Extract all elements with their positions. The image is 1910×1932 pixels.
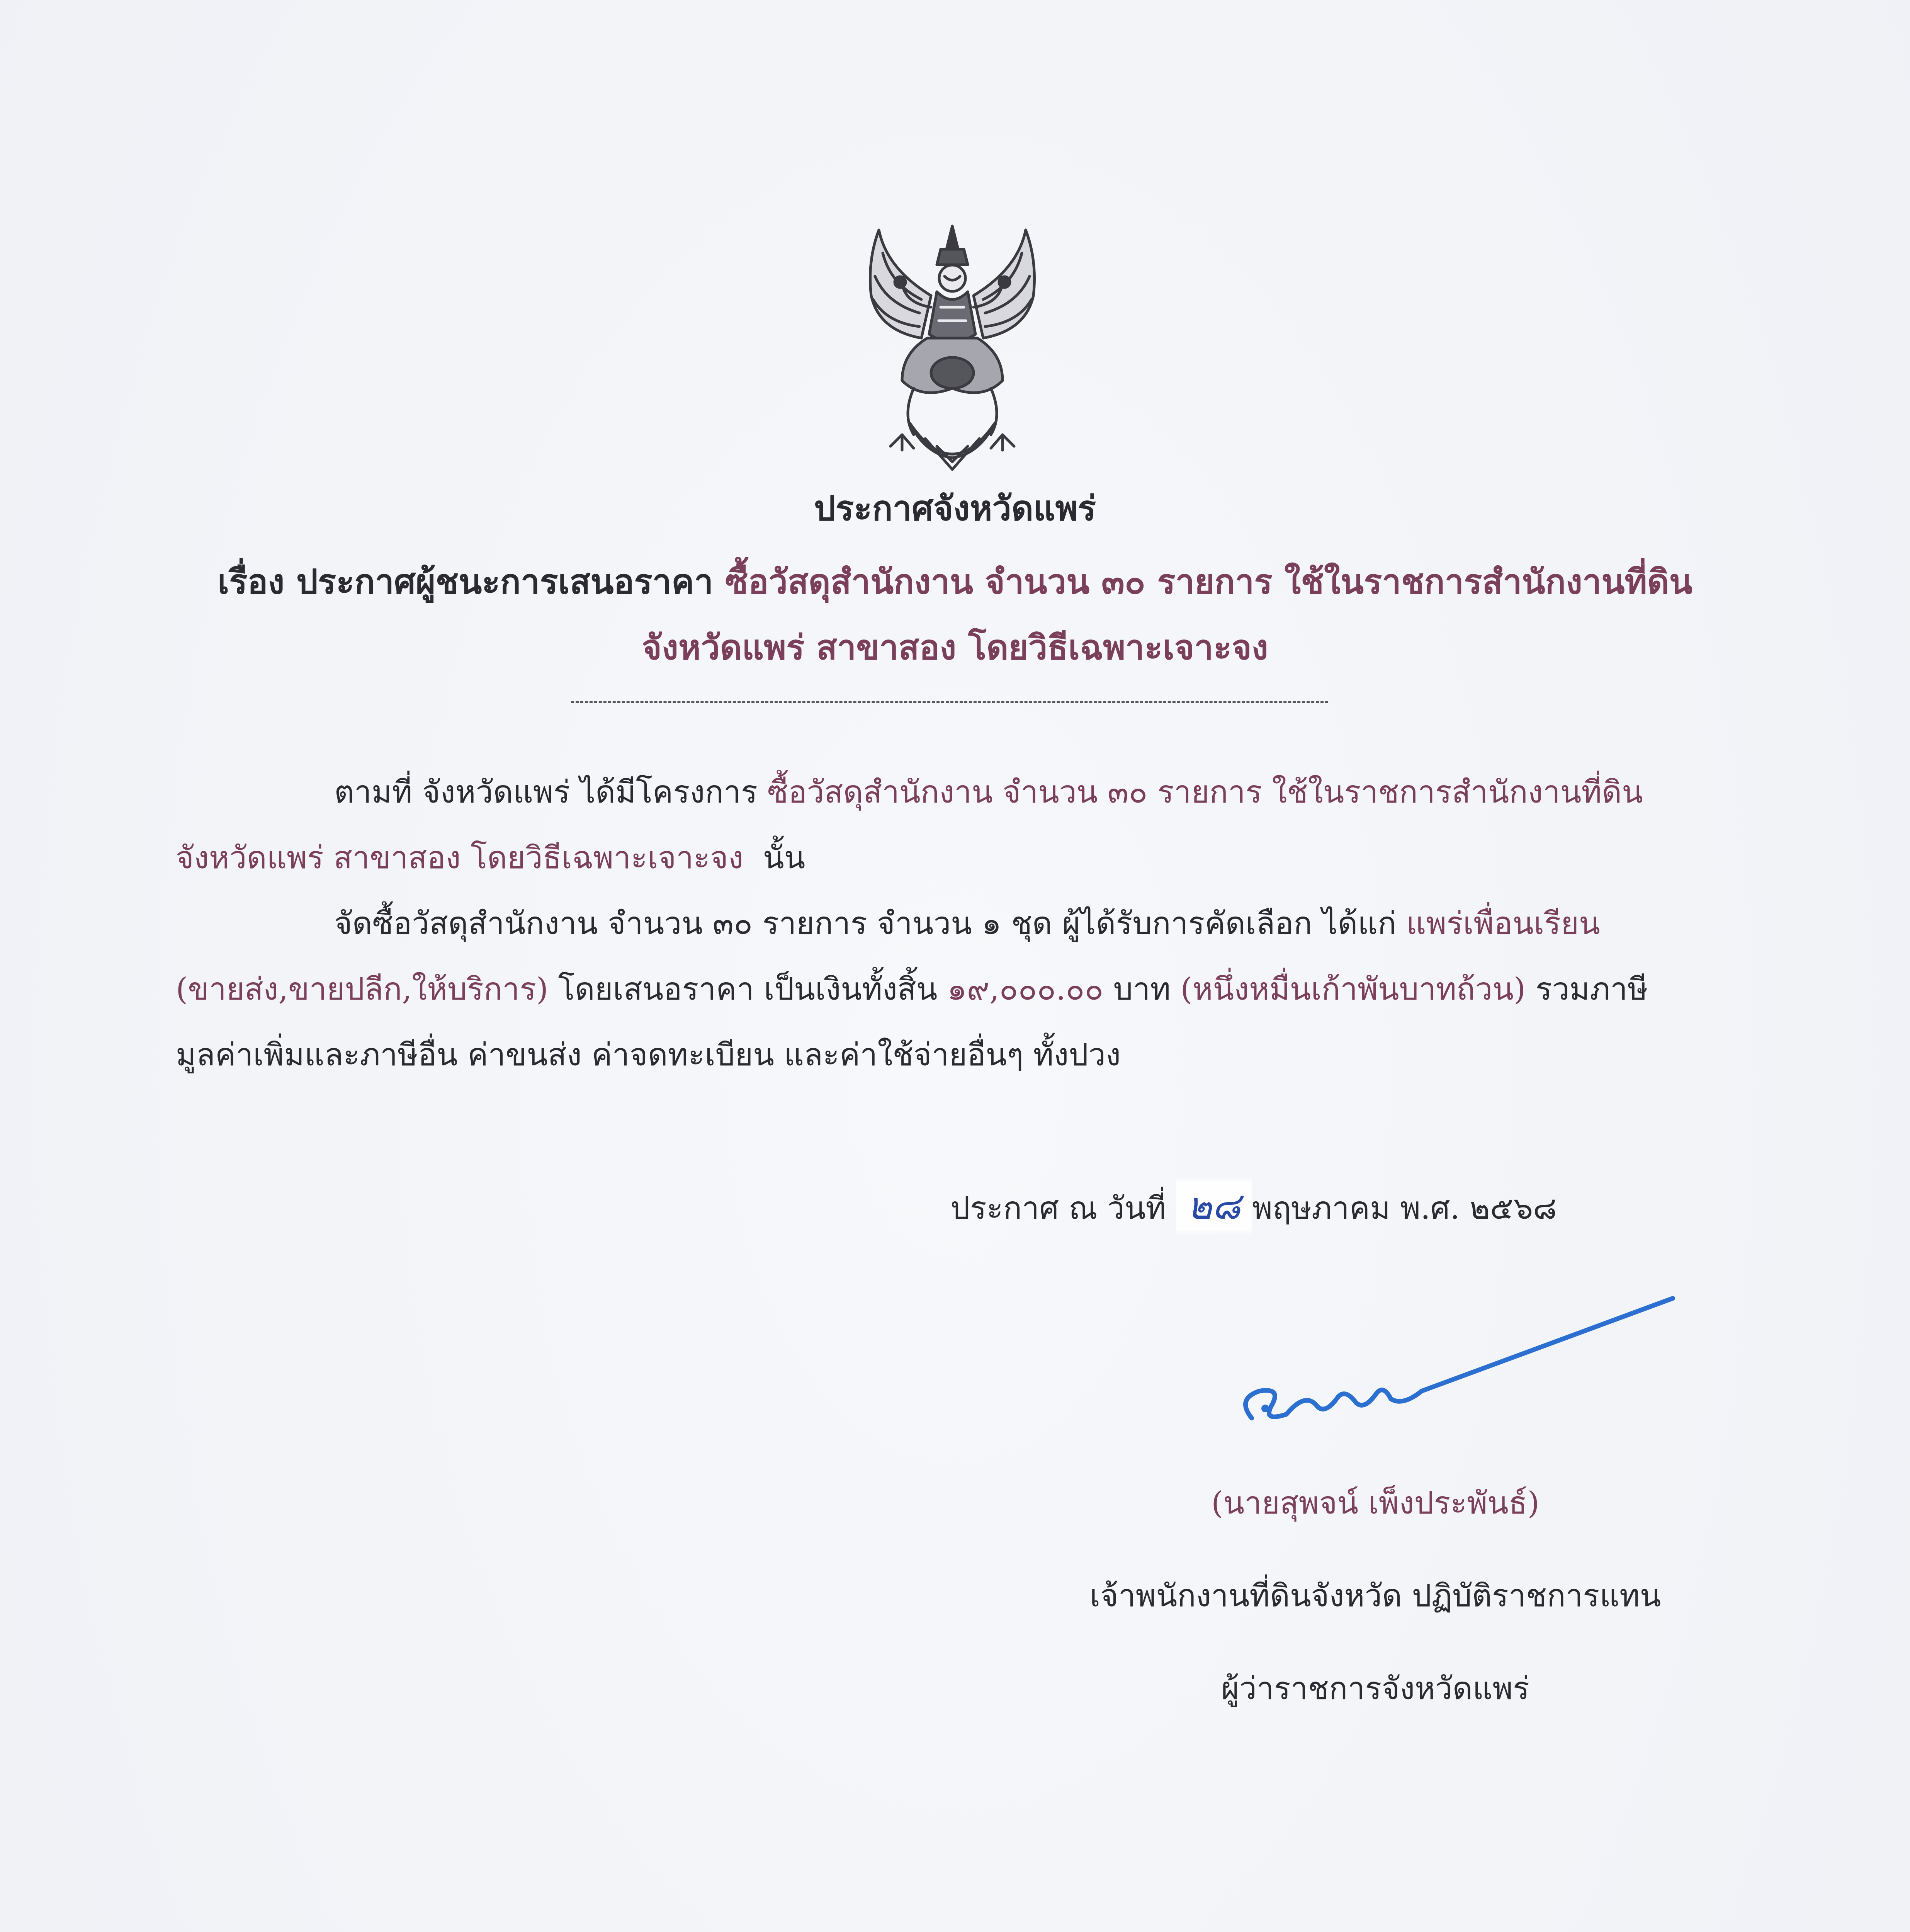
award-item-text: จัดซื้อวัสดุสำนักงาน จำนวน ๓๐ รายการ จำนวน ๑ ชุด ผู้ได้รับการคัดเลือก ได้แก่ bbox=[334, 905, 1397, 941]
award-price-text: โดยเสนอราคา เป็นเงินทั้งสิ้น bbox=[558, 971, 938, 1007]
paragraph-intro-outro: นั้น bbox=[763, 840, 805, 876]
paragraph-intro-lead: ตามที่ จังหวัดแพร่ ได้มีโครงการ bbox=[334, 774, 758, 810]
paragraph-award bbox=[176, 891, 1698, 1088]
paragraph-intro-project: ซื้อวัสดุสำนักงาน จำนวน ๓๐ รายการ ใช้ในราชการสำนักงานที่ดิน จังหวัดแพร่ สาขาสอง โดยวิธีเฉพาะเจาะจง bbox=[176, 774, 1643, 876]
signer-name: (นายสุพจน์ เพ็งประพันธ์) bbox=[1211, 1485, 1540, 1521]
announcement-prefix: ประกาศ ณ วันที่ bbox=[950, 1190, 1166, 1226]
award-tail: รวมภาษีมูลค่าเพิ่มและภาษีอื่น ค่าขนส่ง ค่าจดทะเบียน และค่าใช้จ่ายอื่นๆ ทั้งปวง bbox=[176, 971, 1648, 1073]
garuda-emblem-icon bbox=[825, 207, 1080, 485]
subject-project-line2: จังหวัดแพร่ สาขาสอง โดยวิธีเฉพาะเจาะจง bbox=[642, 627, 1268, 667]
signer-block bbox=[989, 1457, 1762, 1735]
award-amount-words: (หนึ่งหมื่นเก้าพันบาทถ้วน) bbox=[1180, 971, 1526, 1007]
announcement-day: ๒๘ bbox=[1176, 1177, 1252, 1235]
paragraph-intro bbox=[176, 759, 1698, 891]
handwritten-signature-icon bbox=[1229, 1275, 1684, 1453]
subject-project-line1: ซื้อวัสดุสำนักงาน จำนวน ๓๐ รายการ ใช้ในราชการสำนักงานที่ดิน bbox=[725, 561, 1692, 602]
document-title: ประกาศจังหวัดแพร่ bbox=[814, 488, 1096, 528]
signer-position: เจ้าพนักงานที่ดินจังหวัด ปฏิบัติราชการแทน bbox=[1089, 1578, 1661, 1614]
subject-label: เรื่อง ประกาศผู้ชนะการเสนอราคา bbox=[218, 561, 714, 602]
award-currency: บาท bbox=[1113, 971, 1171, 1007]
announcement-date bbox=[950, 1177, 1557, 1235]
subject-block bbox=[193, 549, 1717, 680]
divider-line bbox=[571, 701, 1328, 703]
award-winner: แพร่เพื่อนเรียน (ขายส่ง,ขายปลีก,ให้บริการ) bbox=[176, 905, 1600, 1007]
announcement-month-year: พฤษภาคม พ.ศ. ๒๕๖๘ bbox=[1252, 1190, 1557, 1226]
signer-office: ผู้ว่าราชการจังหวัดแพร่ bbox=[1221, 1670, 1530, 1706]
award-amount: ๑๙,๐๐๐.๐๐ bbox=[947, 971, 1104, 1007]
